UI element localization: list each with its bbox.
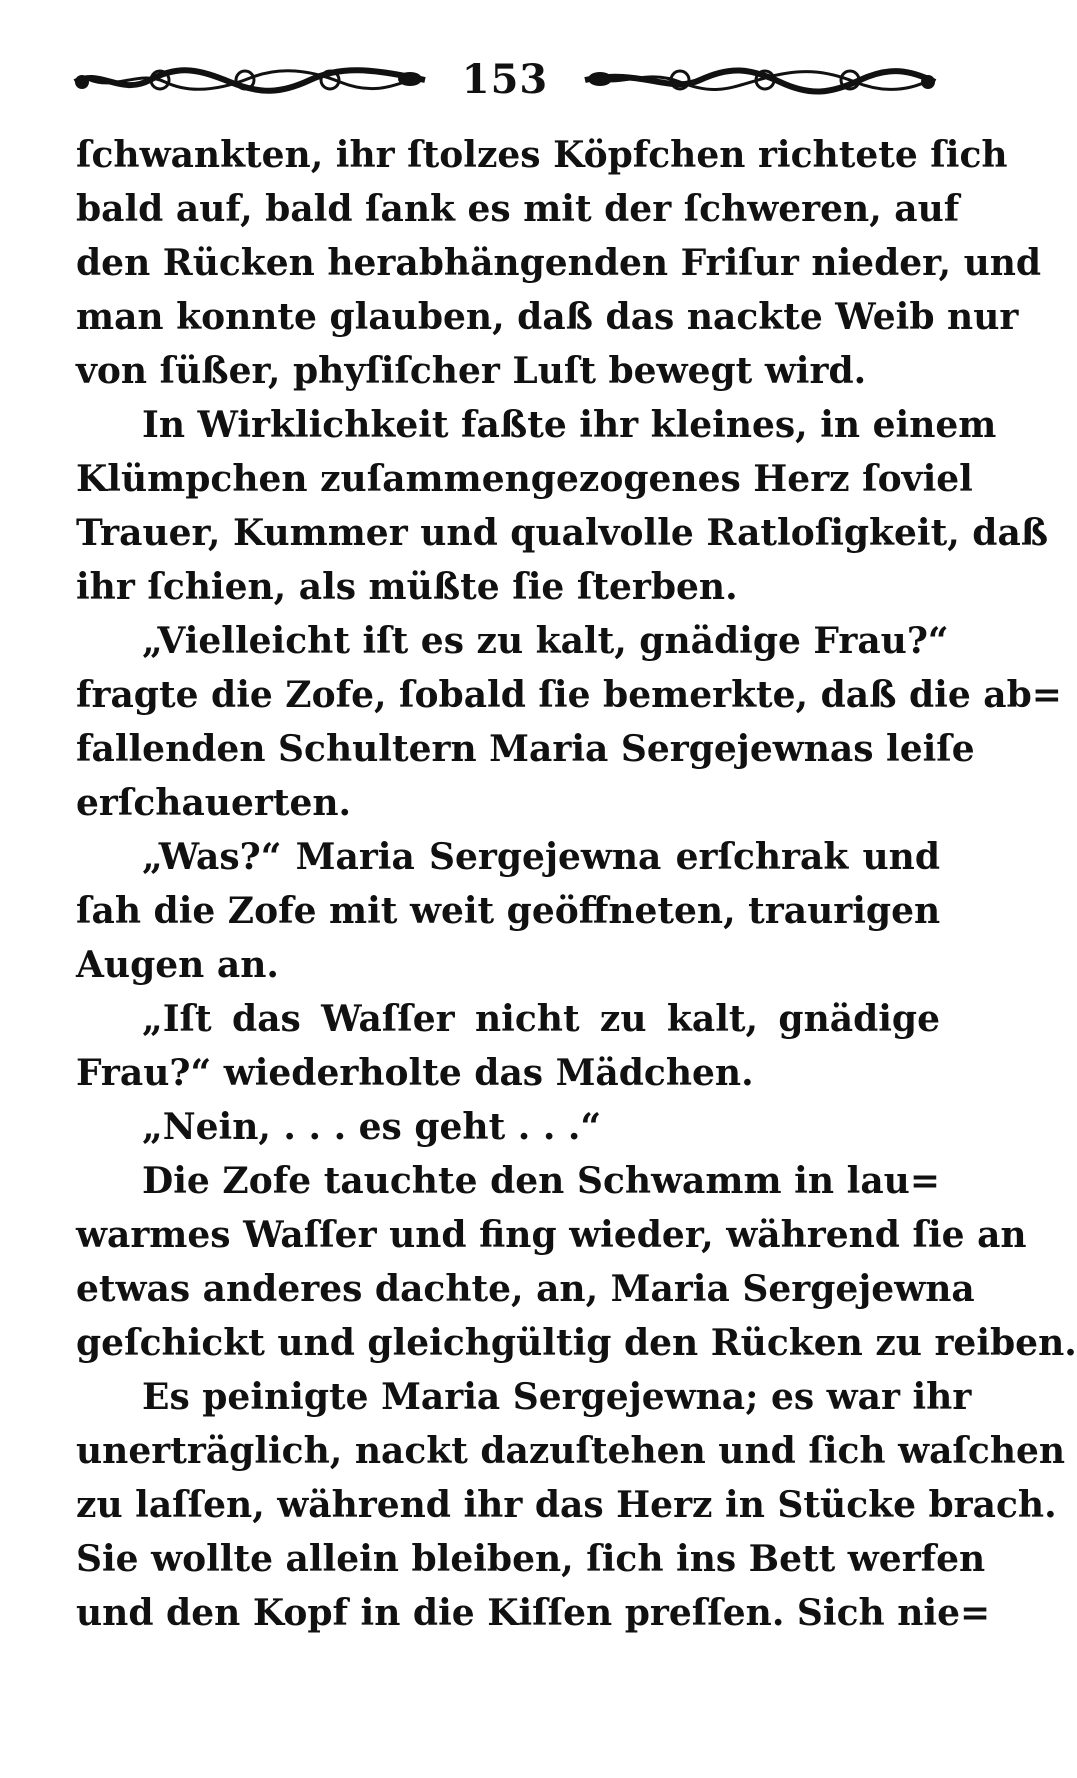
right-ornament-icon (580, 60, 940, 100)
text-line: erſchauerten. (76, 782, 352, 824)
text-line: Die Zofe tauchte den Schwamm in lau= (142, 1160, 940, 1202)
text-line: und den Kopf in die Kiſſen preſſen. Sich nie= (76, 1592, 991, 1634)
text-line: Trauer, Kummer und qualvolle Ratloſigkeit, daß (76, 512, 1049, 554)
body-text (76, 128, 1077, 1640)
text-line: Es peinigte Maria Sergejewna; es war ihr (142, 1376, 972, 1418)
text-line: warmes Waſſer und fing wieder, während ſie an (76, 1214, 1027, 1256)
text-line: unerträglich, nackt dazuſtehen und ſich waſchen (76, 1430, 1066, 1472)
text-line: zu laſſen, während ihr das Herz in Stücke brach. (76, 1484, 1057, 1526)
text-line: fallenden Schultern Maria Sergejewnas leiſe (76, 728, 975, 770)
text-line: von ſüßer, phyſiſcher Luſt bewegt wird. (76, 350, 867, 392)
text-line: Frau?“ wiederholte das Mädchen. (76, 1052, 754, 1094)
text-line: In Wirklichkeit faßte ihr kleines, in einem (142, 404, 997, 446)
text-line: bald auf, bald ſank es mit der ſchweren, auf (76, 188, 960, 230)
page-header (70, 50, 940, 110)
left-ornament-icon (70, 60, 430, 100)
text-line: „Nein, . . . es geht . . .“ (142, 1106, 602, 1148)
page-number: 153 (461, 56, 549, 103)
text-line: geſchickt und gleichgültig den Rücken zu reiben. (76, 1322, 1077, 1364)
text-line: ihr ſchien, als müßte ſie ſterben. (76, 566, 738, 608)
text-line: ſchwankten, ihr ſtolzes Köpfchen richtete ſich (76, 134, 1008, 176)
text-line: Klümpchen zuſammengezogenes Herz ſoviel (76, 458, 973, 500)
text-line: man konnte glauben, daß das nackte Weib nur (76, 296, 1019, 338)
text-line: etwas anderes dachte, an, Maria Sergejewna (76, 1268, 975, 1310)
text-line: Sie wollte allein bleiben, ſich ins Bett werfen (76, 1538, 986, 1580)
text-line: den Rücken herabhängenden Friſur nieder, und (76, 242, 1042, 284)
text-line: „Vielleicht iſt es zu kalt, gnädige Frau?“ (142, 620, 949, 662)
text-line: Augen an. (76, 944, 279, 986)
text-line: fragte die Zofe, ſobald ſie bemerkte, daß die ab= (76, 674, 1062, 716)
text-line: „Was?“ Maria Sergejewna erſchrak und (142, 836, 940, 878)
text-line: ſah die Zofe mit weit geöffneten, traurigen (76, 890, 941, 932)
text-line: „Iſt das Waſſer nicht zu kalt, gnädige (142, 998, 940, 1040)
